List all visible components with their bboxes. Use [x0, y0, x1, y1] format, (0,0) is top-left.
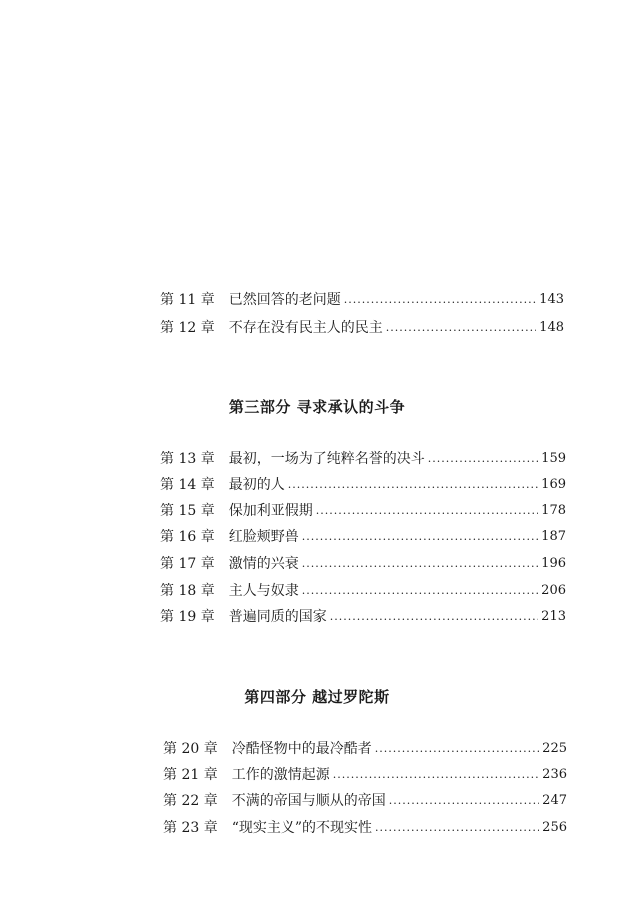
page-number: 213 [541, 608, 566, 624]
chapter-title: 激情的兴衰 [228, 556, 299, 572]
chapter-number: 第 20 章 [163, 741, 218, 757]
dot-leader [302, 556, 538, 574]
chapter-title: 已然回答的老问题 [228, 292, 341, 308]
toc-entry-16[interactable] [160, 525, 566, 547]
chapter-title: 普遍同质的国家 [228, 609, 327, 625]
page-number: 236 [542, 766, 567, 782]
chapter-title: 最初，一场为了纯粹名誉的决斗 [228, 451, 425, 467]
chapter-title: “现实主义”的不现实性 [231, 820, 373, 836]
chapter-number: 第 17 章 [160, 556, 215, 572]
dot-leader [333, 767, 539, 785]
chapter-title: 工作的激情起源 [231, 767, 330, 783]
dot-leader [302, 583, 538, 601]
chapter-number: 第 23 章 [163, 820, 218, 836]
toc-entry-11[interactable] [160, 288, 564, 310]
chapter-number: 第 12 章 [160, 320, 215, 336]
page-number: 187 [541, 528, 566, 544]
chapter-number: 第 14 章 [160, 477, 215, 493]
chapter-title: 冷酷怪物中的最冷酷者 [231, 741, 372, 757]
dot-leader [288, 477, 538, 495]
toc-entry-21[interactable] [163, 763, 567, 785]
dot-leader [330, 609, 538, 627]
toc-entry-17[interactable] [160, 552, 566, 574]
page-number: 247 [542, 792, 567, 808]
page-number: 206 [541, 582, 566, 598]
chapter-number: 第 21 章 [163, 767, 218, 783]
dot-leader [375, 820, 539, 838]
page-number: 256 [542, 819, 567, 835]
chapter-number: 第 16 章 [160, 529, 215, 545]
dot-leader [302, 529, 538, 547]
toc-entry-12[interactable] [160, 316, 564, 338]
toc-entry-19[interactable] [160, 605, 566, 627]
chapter-number: 第 22 章 [163, 793, 218, 809]
toc-entry-22[interactable] [163, 789, 567, 811]
toc-entry-20[interactable] [163, 737, 567, 759]
dot-leader [389, 793, 539, 811]
chapter-number: 第 13 章 [160, 451, 215, 467]
toc-entry-15[interactable] [160, 499, 566, 521]
page-number: 159 [541, 450, 566, 466]
toc-entry-13[interactable] [160, 447, 566, 469]
chapter-title: 保加利亚假期 [228, 503, 313, 519]
page-number: 225 [542, 740, 567, 756]
toc-entry-18[interactable] [160, 579, 566, 601]
chapter-title: 不满的帝国与顺从的帝国 [231, 793, 386, 809]
chapter-number: 第 11 章 [160, 292, 215, 308]
dot-leader [428, 451, 538, 469]
toc-entry-14[interactable] [160, 473, 566, 495]
part-four-heading: 第四部分 越过罗陀斯 [244, 688, 390, 706]
page-number: 169 [541, 476, 566, 492]
chapter-number: 第 15 章 [160, 503, 215, 519]
chapter-number: 第 18 章 [160, 583, 215, 599]
chapter-title: 主人与奴隶 [228, 583, 299, 599]
chapter-title: 不存在没有民主人的民主 [228, 320, 383, 336]
page-number: 143 [539, 291, 564, 307]
chapter-title: 最初的人 [228, 477, 285, 493]
dot-leader [316, 503, 538, 521]
chapter-number: 第 19 章 [160, 609, 215, 625]
chapter-title: 红脸颊野兽 [228, 529, 299, 545]
part-three-heading: 第三部分 寻求承认的斗争 [228, 398, 406, 416]
dot-leader [344, 292, 536, 310]
page-number: 148 [539, 319, 564, 335]
page-number: 196 [541, 555, 566, 571]
dot-leader [386, 320, 536, 338]
page-number: 178 [541, 502, 566, 518]
dot-leader [375, 741, 539, 759]
toc-entry-23[interactable] [163, 816, 567, 838]
